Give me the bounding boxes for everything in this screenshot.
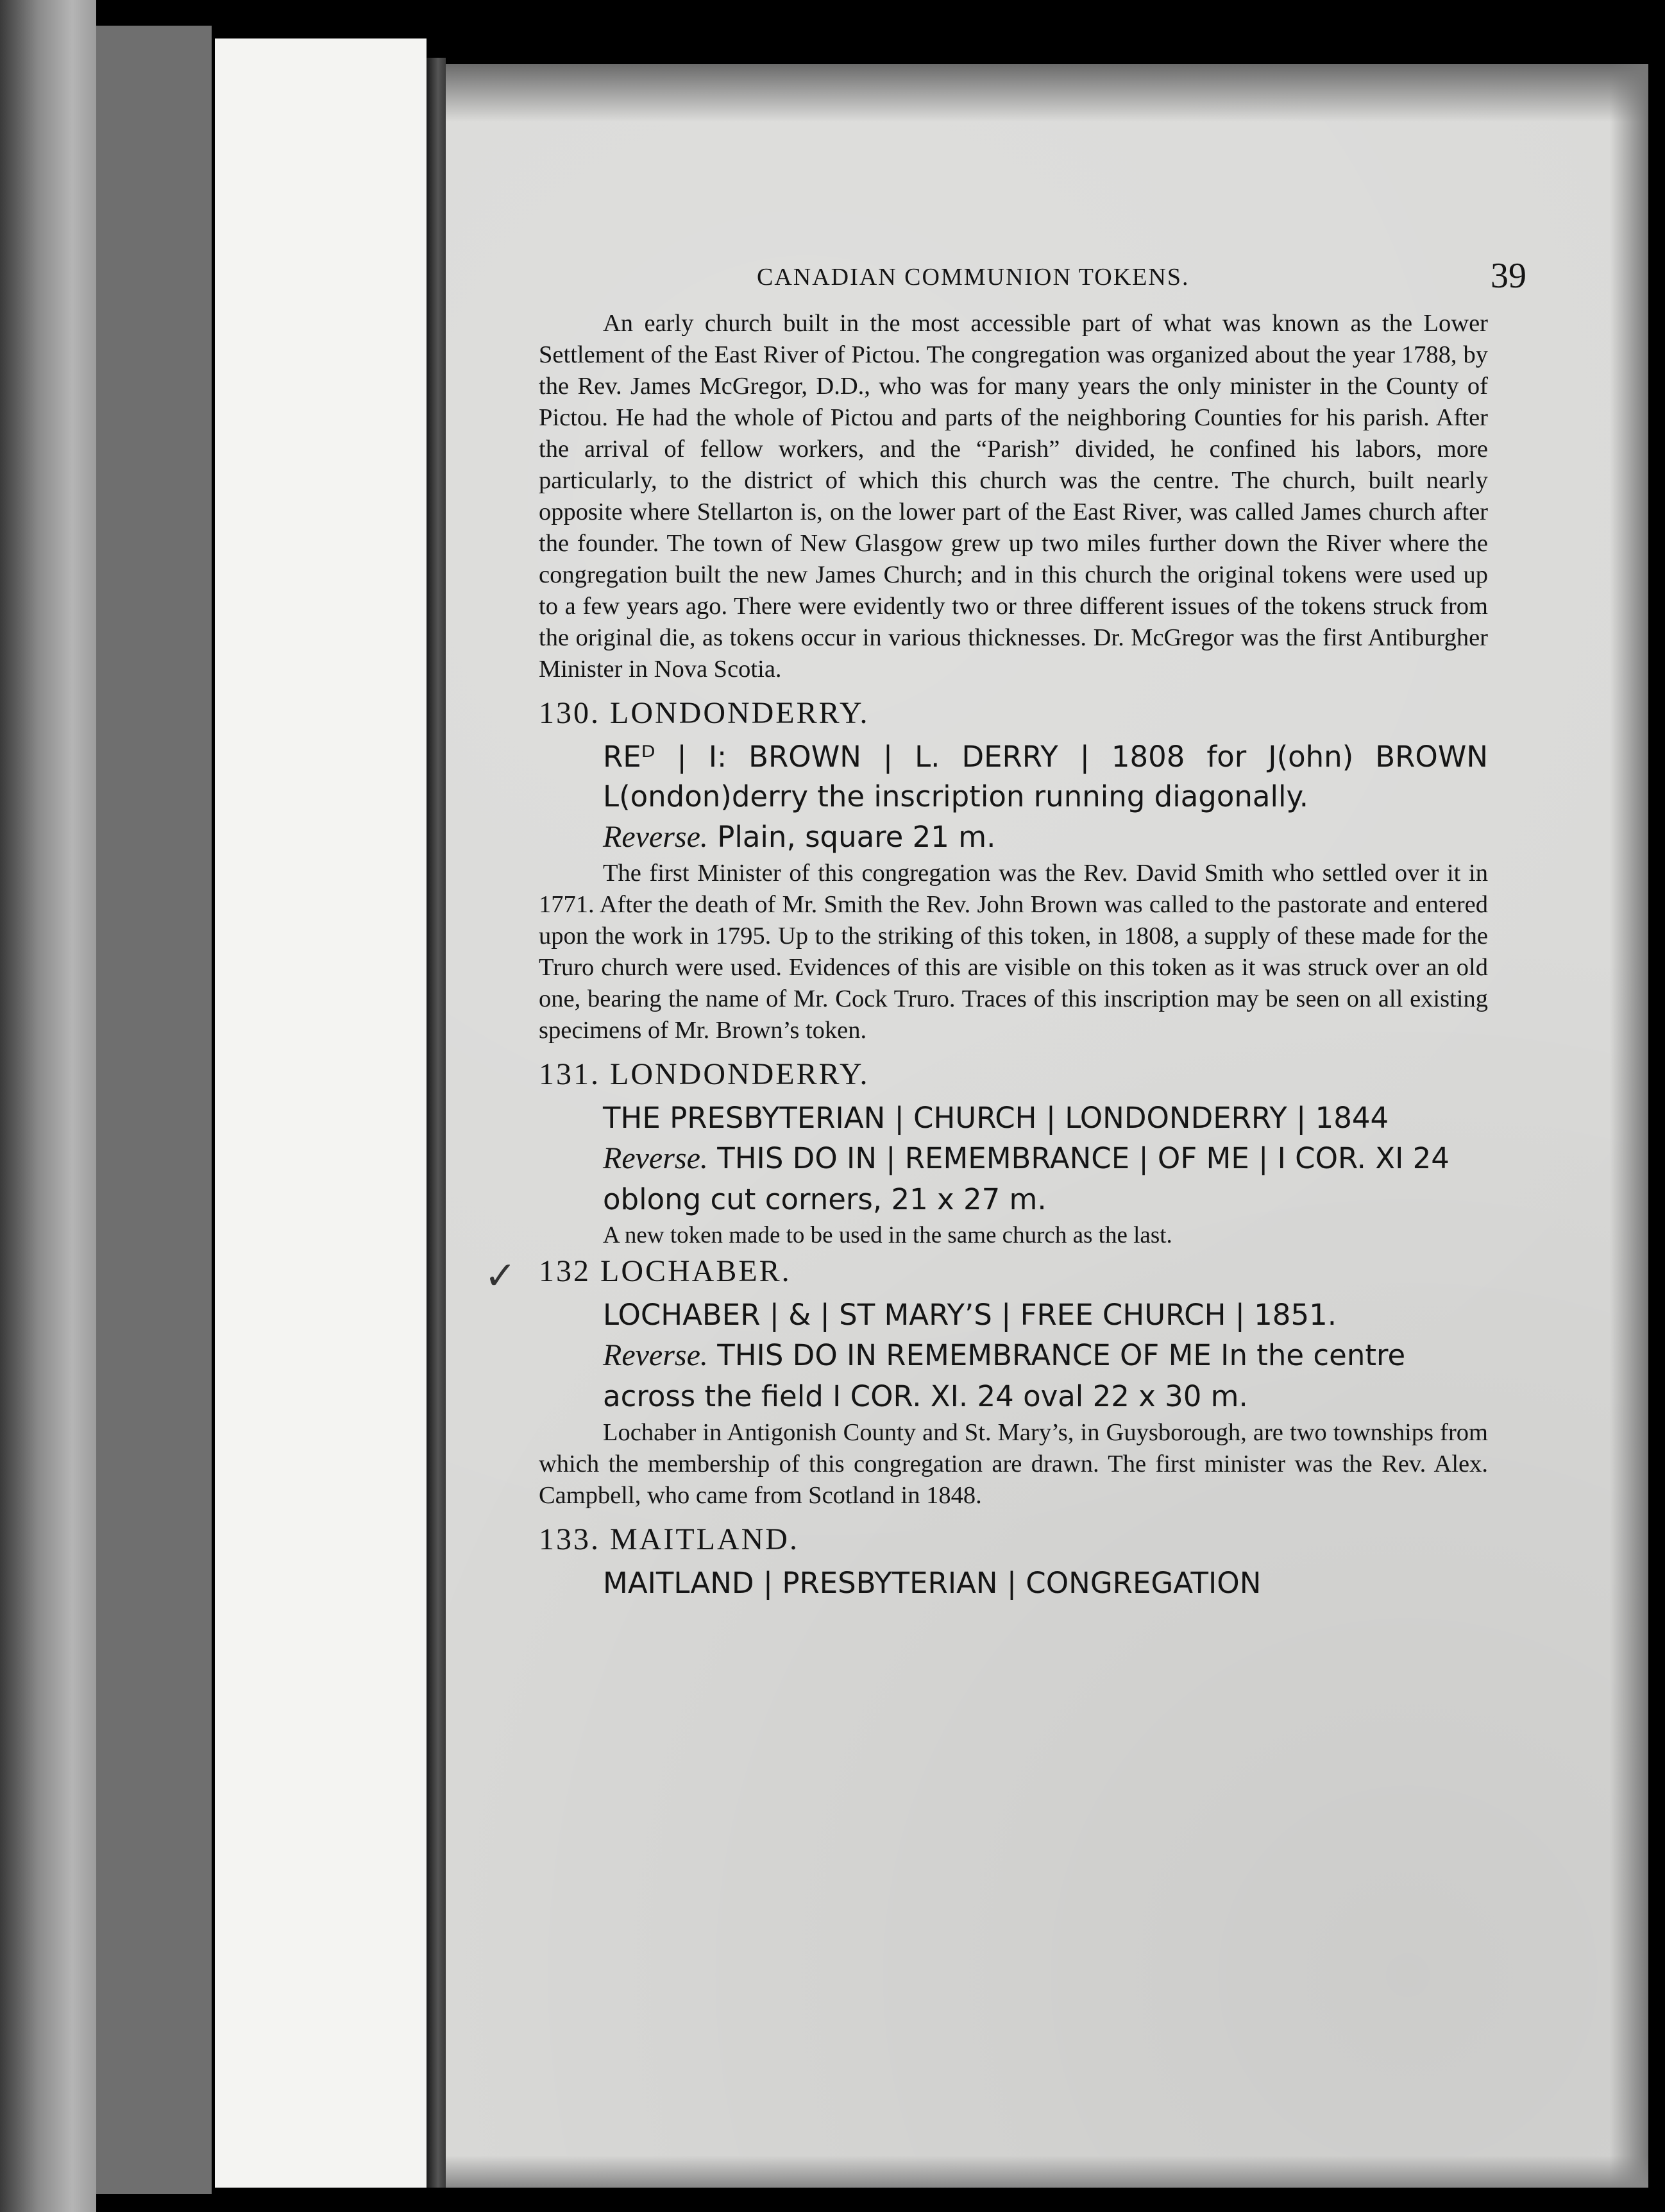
book-gutter [427,58,446,2188]
reverse-label: Reverse. [603,1141,708,1175]
page-shadow-right [1610,64,1648,2188]
entry-heading: 131. LONDONDERRY. [539,1057,870,1091]
book-page [446,64,1648,2188]
entry-note: A new token made to be used in the same church as the last. [603,1222,1172,1248]
blank-leaf [215,38,427,2188]
facing-page-edge [0,0,96,2212]
obverse-description: THE PRESBYTERIAN | CHURCH | LONDONDERRY | 1844 [603,1101,1389,1135]
reverse-text: THIS DO IN | REMEMBRANCE | OF ME | I COR. XI 24 oblong cut corners, 21 x 27 m. [603,1141,1449,1216]
page-text [484,237,1526,1603]
page-shadow-top [446,64,1648,122]
reverse-description [603,817,1488,858]
entry-heading: 133. MAITLAND. [539,1522,799,1556]
reverse-description [603,1138,1488,1220]
page-number: 39 [1491,256,1526,296]
entry-note: The first Minister of this congregation was the Rev. David Smith who settled over it in 1771. After the death of Mr. Smith the Rev. John Brown was called to the pastorate and entered upon the work in 1795. Up to the striking of this token, in 1808, a supply of these made for the Truro church were used. Evidences of this are visible on this token as it was struck over an old one, bearing the name of Mr. Cock Truro. Traces of this inscription may be seen on all existing specimens of Mr. Brown’s token. [539,860,1488,1044]
entry-note: Lochaber in Antigonish County and St. Mary’s, in Guysborough, are two townships from which the membership of this congregation are drawn. The first minister was the Rev. Alex. Campbell, who came from Scotland in 1848. [539,1419,1488,1509]
check-mark-icon: ✓ [484,1255,519,1297]
running-title: CANADIAN COMMUNION TOKENS. [757,264,1190,291]
reverse-description [603,1335,1488,1417]
reverse-label: Reverse. [603,1338,708,1372]
reverse-text: Plain, square 21 m. [717,820,996,854]
entry-heading-container [484,1254,1488,1297]
obverse-description: REᴰ | I: BROWN | L. DERRY | 1808 for J(ohn) BROWN L(ondon)derry the inscription running diagonally. [603,740,1488,813]
obverse-description: LOCHABER | & | ST MARY’S | FREE CHURCH | 1851. [603,1298,1337,1332]
intro-paragraph: An early church built in the most accessible part of what was known as the Lower Settlement of the East River of Pictou. The congregation was organized about the year 1788, by the Rev. James McGregor, D.D., who was for many years the only minister in the County of Pictou. He had the whole of Pictou and parts of the neighboring Counties for his parish. After the arrival of fellow workers, and the “Parish” divided, he confined his labors, more particularly, to the district of which this church was the centre. The church, built nearly opposite where Stellarton is, on the lower part of the East River, was called James church after the founder. The town of New Glasgow grew up two miles further down the River where the congregation built the new James Church; and in this church the original tokens were used up to a few years ago. There were evidently two or three different issues of the tokens struck from the original die, as tokens occur in various thicknesses. Dr. McGregor was the first Antiburgher Minister in Nova Scotia. [539,310,1488,683]
reverse-text: THIS DO IN REMEMBRANCE OF ME In the centre across the field I COR. XI. 24 oval 22 x 30 m. [603,1338,1406,1413]
reverse-label: Reverse. [603,820,708,854]
page-shadow-bottom [446,2156,1648,2188]
entry-heading: 130. LONDONDERRY. [539,696,870,730]
obverse-description: MAITLAND | PRESBYTERIAN | CONGREGATION [603,1566,1262,1600]
entry-heading: 132 LOCHABER. [539,1254,791,1288]
binding-strip [96,26,212,2194]
running-head [539,237,1526,308]
